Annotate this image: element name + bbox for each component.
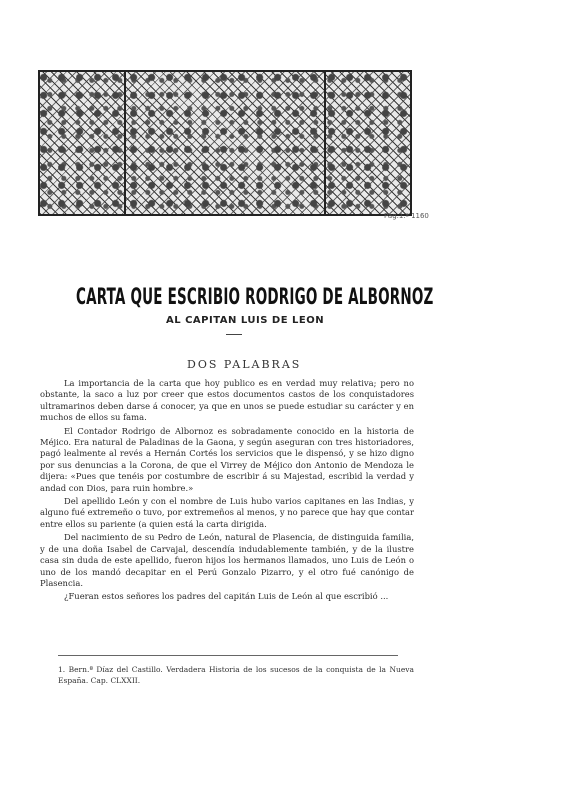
footnote: 1. Bern.ª Díaz del Castillo. Verdadera Historia de los sucesos de la conquista de la Nueva España. Cap. CLXXII.	[58, 665, 414, 685]
document-title: CARTA QUE ESCRIBIO RODRIGO DE ALBORNOZ	[76, 283, 434, 310]
body-text	[40, 378, 414, 605]
ornament-credit: Pag.1.ª 1160	[384, 212, 429, 220]
paragraph: El Contador Rodrigo de Albornoz es sobradamente conocido en la historia de Méjico. Era natural de Paladinas de la Gaona, y según aseguran con tres historiadores, pagó lealmente al revés a Hernán Cortés los servicios que le dispensó, y se hizo digno por sus denuncias a la Corona, de que el Virrey de Méjico don Antonio de Mendoza le dijera: «Pues que tenéis por costumbre de escribir á su Majestad, escribid la verdad y andad con Dios, para ruin hombre.»	[40, 425, 414, 493]
document-subtitle: AL CAPITAN LUIS DE LEON	[166, 315, 325, 326]
paragraph: Del nacimiento de su Pedro de León, natural de Plasencia, de distinguida familia, y de una doña Isabel de Carvajal, descendía indudablemente también, y de la ilustre casa sin duda de este apellido, fueron hijos los hermanos llamados, uno Luis de León o uno de los mandó decapitar en el Perú Gonzalo Pizarro, y el otro fué canónigo de Plasencia.	[40, 532, 414, 588]
paragraph: Del apellido León y con el nombre de Luis hubo varios capitanes en las Indias, y alguno fué extremeño o tuvo, por extremeños al menos, y no parece que hay que contar entre ellos su pariente (a quien está la carta dirigida.	[40, 496, 414, 529]
footnote-rule	[58, 655, 398, 656]
paragraph: ¿Fueran estos señores los padres del capitán Luis de León al que escribió ...	[64, 591, 389, 602]
title-divider	[226, 334, 242, 335]
section-heading: DOS PALABRAS	[187, 358, 302, 371]
decorative-header-ornament	[38, 70, 412, 216]
paragraph: La importancia de la carta que hoy publico es en verdad muy relativa; pero no obstante, la saco a luz por creer que estos documentos castos de los conquistadores ultramarinos deben darse á conocer, ya que en unos se puede estudiar su carácter y en muchos de ellos su fama.	[40, 378, 414, 423]
